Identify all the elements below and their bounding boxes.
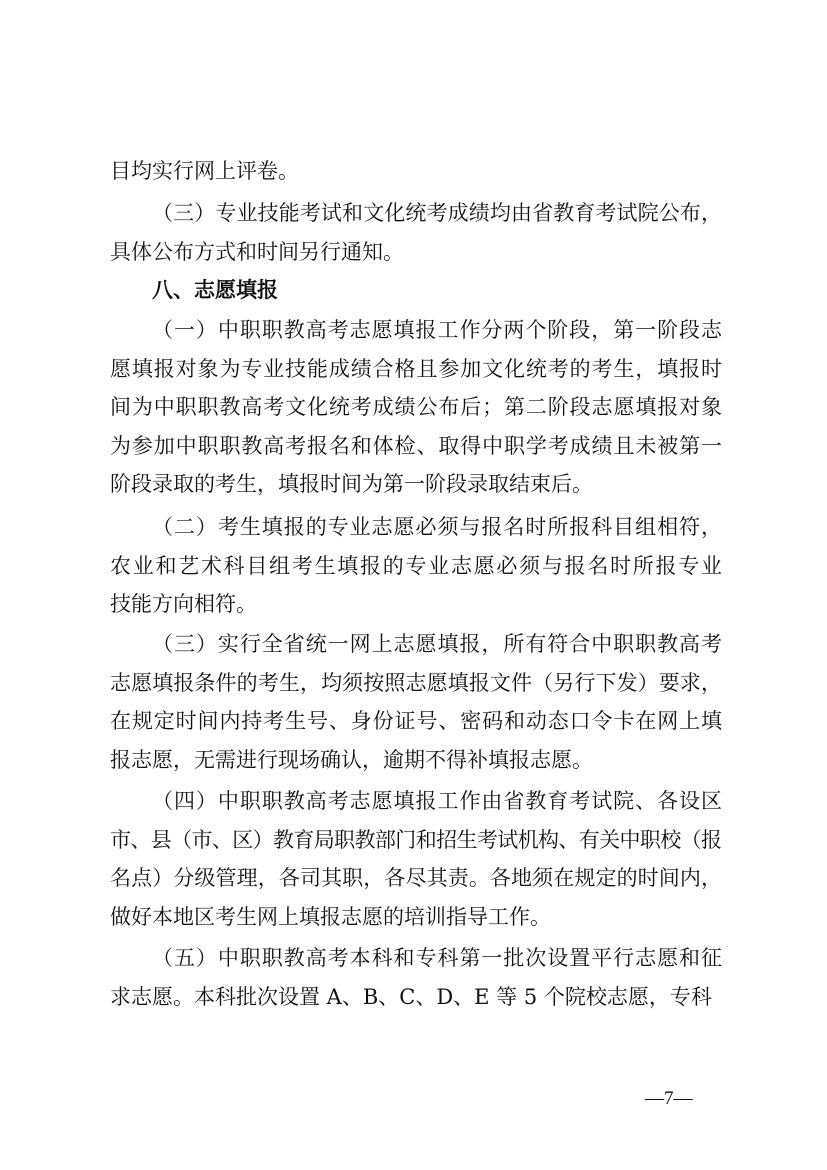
text-line: （一）中职职教高考志愿填报工作分两个阶段，第一阶段志: [152, 318, 723, 342]
text-line: （二）考生填报的专业志愿必须与报名时所报科目组相符，: [152, 515, 723, 539]
text-line: 为参加中职职教高考报名和体检、取得中职学考成绩且未被第一: [110, 433, 723, 458]
text-line: 阶段录取的考生，填报时间为第一阶段录取结束后。: [110, 472, 593, 496]
text-line: 报志愿，无需进行现场确认，逾期不得补填报志愿。: [110, 747, 593, 772]
page-number: —7—: [645, 1088, 693, 1109]
text-line: 市、县（市、区）教育局职教部门和招生考试机构、有关中职校（报: [110, 827, 722, 852]
text-line: 目均实行网上评卷。: [110, 159, 299, 183]
text-line: （三）实行全省统一网上志愿填报，所有符合中职职教高考: [152, 632, 723, 656]
paragraph-6: [110, 939, 722, 1016]
paragraph-5: [110, 782, 722, 936]
text-line: 名点）分级管理，各司其职，各尽其责。各地须在规定的时间内，: [110, 866, 723, 890]
text-line: 求志愿。本科批次设置 A、B、C、D、E 等 5 个院校志愿，专科: [110, 984, 712, 1009]
text-line: 在规定时间内持考生号、身份证号、密码和动态口令卡在网上填: [110, 709, 723, 733]
paragraph-3: [110, 508, 722, 624]
text-line: 间为中职职教高考文化统考成绩公布后；第二阶段志愿填报对象: [110, 395, 723, 419]
text-line: （三）专业技能考试和文化统考成绩均由省教育考试院公布，: [152, 201, 723, 225]
text-line: （四）中职职教高考志愿填报工作由省教育考试院、各设区: [152, 789, 723, 813]
section-heading: 八、志愿填报: [152, 278, 278, 302]
paragraph-1: [110, 194, 722, 271]
text-line: 志愿填报条件的考生，均须按照志愿填报文件（另行下发）要求，: [110, 670, 723, 695]
paragraph-0: [110, 152, 722, 191]
text-line: 农业和艺术科目组考生填报的专业志愿必须与报名时所报专业: [110, 553, 724, 578]
text-line: （五）中职职教高考本科和专科第一批次设置平行志愿和征: [152, 946, 723, 970]
text-line: 技能方向相符。: [110, 592, 257, 616]
text-line: 做好本地区考生网上填报志愿的培训指导工作。: [110, 904, 551, 929]
paragraph-4: [110, 625, 722, 779]
paragraph-2: [110, 311, 722, 504]
text-line: 愿填报对象为专业技能成绩合格且参加文化统考的考生，填报时: [110, 356, 723, 381]
text-line: 具体公布方式和时间另行通知。: [110, 239, 404, 264]
